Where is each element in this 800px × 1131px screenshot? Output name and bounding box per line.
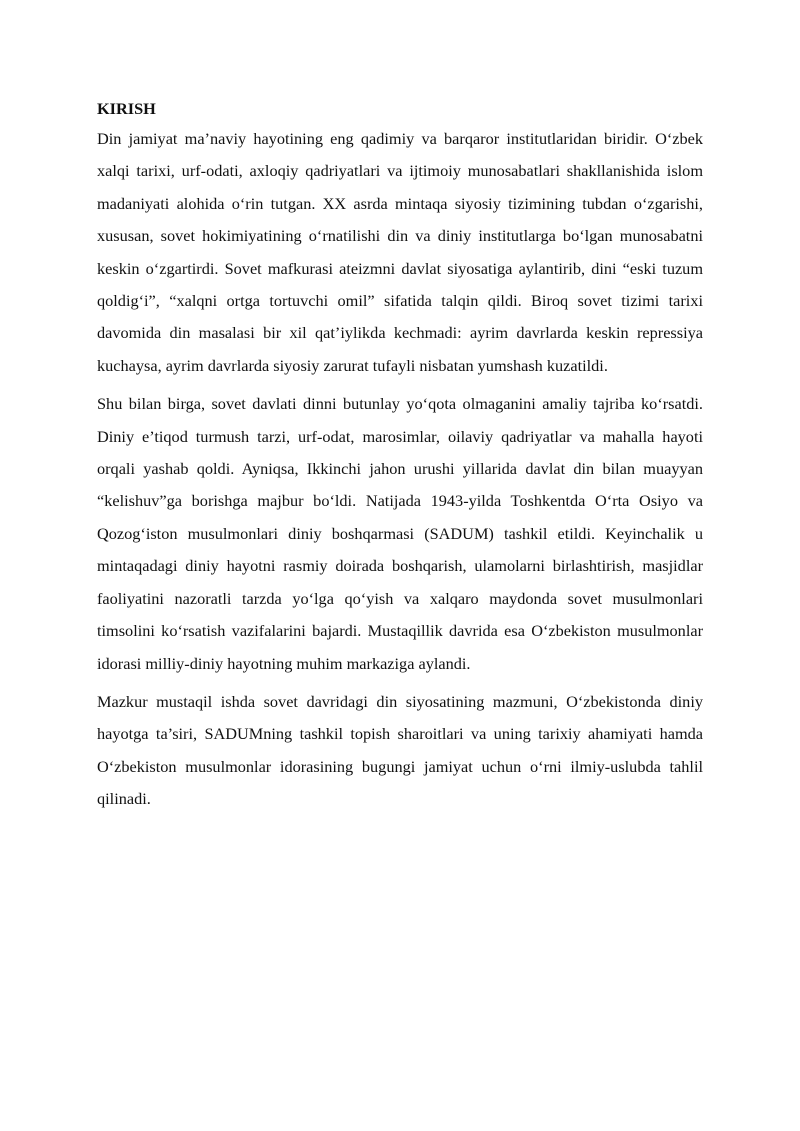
section-heading: KIRISH	[97, 99, 156, 118]
paragraph-intro: Din jamiyat ma’naviy hayotining eng qadimiy va barqaror institutlaridan biridir. O‘zbek xalqi tarixi, urf-odati, axloqiy qadriyatlari va ijtimoiy munosabatlari shakllanishida islom madaniyati alohida o‘rin tutgan. XX asrda mintaqa siyosiy tizimining tubdan o‘zgarishi, xususan, sovet hokimiyatining o‘rnatilishi din va diniy institutlarga bo‘lgan munosabatni keskin o‘zgartirdi. Sovet mafkurasi ateizmni davlat siyosatiga aylantirib, dini “eski tuzum qoldig‘i”, “xalqni ortga tortuvchi omil” sifatida talqin qildi. Biroq sovet tizimi tarixi davomida din masalasi bir xil qat’iylikda kechmadi: ayrim davrlarda keskin repressiya kuchaysa, ayrim davrlarda siyosiy zarurat tufayli nisbatan yumshash kuzatildi.	[97, 129, 703, 375]
document-body	[97, 96, 703, 822]
paragraph-scope: Mazkur mustaqil ishda sovet davridagi din siyosatining mazmuni, O‘zbekistonda diniy hayotga ta’siri, SADUMning tashkil topish sharoitlari va uning tarixiy ahamiyati hamda O‘zbekiston musulmonlar idorasining bugungi jamiyat uchun o‘rni ilmiy-uslubda tahlil qilinadi.	[97, 691, 703, 809]
paragraph-soviet-policy: Shu bilan birga, sovet davlati dinni butunlay yo‘qota olmaganini amaliy tajriba ko‘rsatdi. Diniy e’tiqod turmush tarzi, urf-odat, marosimlar, oilaviy qadriyatlar va mahalla hayoti orqali yashab qoldi. Ayniqsa, Ikkinchi jahon urushi yillarida davlat din bilan muayyan “kelishuv”ga borishga majbur bo‘ldi. Natijada 1943-yilda Toshkentda O‘rta Osiyo va Qozog‘iston musulmonlari diniy boshqarmasi (SADUM) tashkil etildi. Keyinchalik u mintaqadagi diniy hayotni rasmiy doirada boshqarish, ulamolarni birlashtirish, masjidlar faoliyatini nazoratli tarzda yo‘lga qo‘yish va xalqaro maydonda sovet musulmonlari timsolini ko‘rsatish vazifalarini bajardi. Mustaqillik davrida esa O‘zbekiston musulmonlar idorasi milliy-diniy hayotning muhim markaziga aylandi.	[97, 394, 703, 673]
